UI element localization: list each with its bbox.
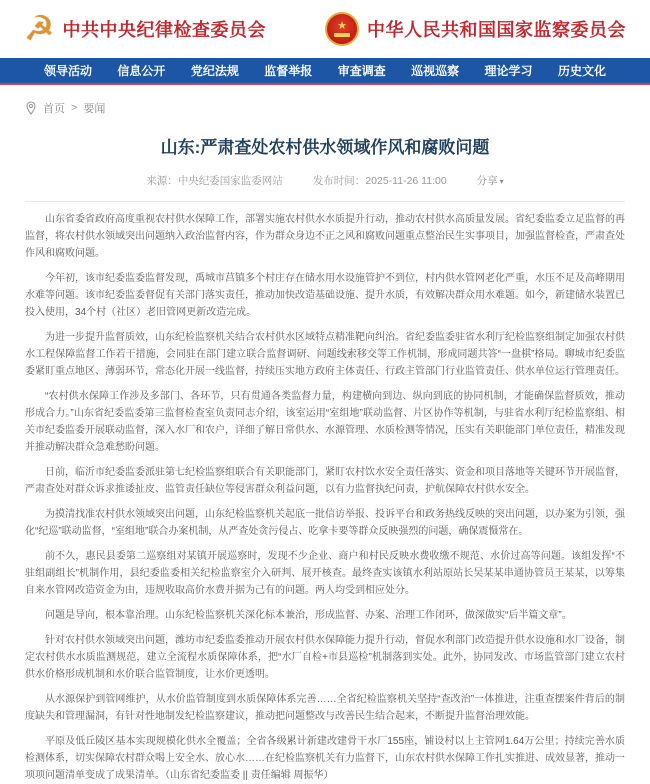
emblem-gate [334, 33, 350, 37]
emblem-star: ★ [337, 20, 347, 32]
breadcrumb-home-link[interactable]: 首页 [43, 103, 65, 115]
article-paragraph: 从水源保护到管网维护，从水价监管制度到水质保障体系完善……全省纪检监察机关坚持“查改治”一体推进，注重查摆案件背后的制度缺失和管理漏洞，有针对性地制发纪检监察建议，推动把问题整改与改善民生结合起来，不断提升监督治理效能。 [25, 693, 625, 722]
nav-item[interactable]: 领导活动 [44, 64, 93, 78]
publish-label: 发布时间： [312, 174, 366, 187]
article-title: 山东:严肃查处农村供水领域作风和腐败问题 [160, 138, 490, 157]
nav-item[interactable]: 党纪法规 [190, 64, 239, 78]
nav-item[interactable]: 历史文化 [557, 64, 606, 78]
nsc-org-title: 中华人民共和国国家监察委员会 [367, 20, 626, 40]
site-header [0, 0, 650, 58]
article-paragraph: 问题是导向，根本靠治理。山东纪检监察机关深化标本兼治，形成监督、办案、治理工作闭环，做深做实“后半篇文章”。 [45, 609, 572, 621]
article-paragraph: 为进一步提升监督质效，山东纪检监察机关结合农村供水区域特点精准靶向纠治。省纪委监委驻省水利厅纪检监察组制定加强农村供水工程保障监督工作若干措施，会同驻在部门建立联合监督调研、问题线索移交等工作机制，形成同题共答“一盘棋”格局。聊城市纪委监委紧盯重点地区、薄弱环节，常态化开展一线监督，持续压实地方政府主体责任、行政主管部门行业监管责任、供水单位运行管理责任。 [25, 331, 625, 377]
main-nav [0, 58, 650, 83]
article-paragraph: 为摸清找准农村供水领域突出问题，山东纪检监察机关起底一批信访举报、投诉平台和政务热线反映的突出问题，以办案为引领，强化“纪巡”联动监督，“室组地”联合办案机制，从严查处贪污侵占、吃拿卡要等群众反映强烈的问题，确保震慑常在。 [25, 508, 625, 537]
article-source [146, 173, 283, 188]
article-paragraph: 针对农村供水领域突出问题，潍坊市纪委监委推动开展农村供水保障能力提升行动，督促水利部门改造提升供水设施和水厂设备，制定农村供水水质监测规范，建立全流程水质保障体系，把“水厂自检+市县巡检”机制落到实处。此外，协同发改、市场监管部门建立农村供水价格形成机制和水价联合监管制度，让水价更透明。 [25, 634, 625, 680]
article-paragraph: 今年初，该市纪委监委监督发现，禹城市莒镇多个村庄存在储水用水设施管护不到位，村内供水管网老化严重，水压不足及高峰期用水难等问题。该市纪委监委督促有关部门落实责任，推动加快改造基础设施、提升水质，有效解决群众用水难题。如今，新建储水装置已投入使用，34个村（社区）老旧管网更新改造完成。 [25, 272, 625, 318]
article-paragraph: 日前，临沂市纪委监委派驻第七纪检监察组联合有关职能部门，紧盯农村饮水安全责任落实、资金和项目落地等关键环节开展监督，严肃查处对群众诉求推诿扯皮、监管责任缺位等侵害群众利益问题，以有力监督执纪问责，护航保障农村供水安全。 [25, 466, 625, 495]
publish-value: 2025-11-26 11:00 [365, 174, 447, 187]
nav-item[interactable]: 监督举报 [264, 64, 313, 78]
source-label: 来源： [146, 174, 178, 187]
nav-item[interactable]: 信息公开 [117, 64, 166, 78]
ccdi-org-title: 中共中央纪律检查委员会 [62, 20, 266, 40]
article-paragraph: 平原及低丘陵区基本实现规模化供水全覆盖；全省各级累计新建改建骨干水厂155座，铺设村以上主管网1.64万公里；持续完善水质检测体系，切实保障农村群众喝上安全水、放心水……在纪检监察机关有力监督下，山东农村供水保障工作扎实推进、成效显著，推动一项项问题清单变成了成果清单。（山东省纪委监委 || 责任编辑 周振华） [25, 735, 625, 781]
nav-item[interactable]: 巡视巡察 [411, 64, 460, 78]
nsc-logo-group[interactable] [325, 12, 626, 46]
national-emblem-icon [325, 12, 359, 46]
article-paragraph: 前不久，惠民县委第二巡察组对某镇开展巡察时，发现不少企业、商户和村民反映水费收缴不规范、水价过高等问题。该组发挥“不驻组副组长”机制作用，县纪委监委相关纪检监察室介入研判、展开核查。最终查实该镇水利站原站长吴某某串通协管员王某某，以筹集自来水管网改造资金为由，违规收取高价水费并据为己有的问题。两人均受到相应处分。 [25, 550, 625, 596]
article-publish-time [313, 173, 447, 188]
content-area [0, 100, 650, 784]
party-emblem-icon: ☭ [24, 10, 55, 48]
article-paragraph: “农村供水保障工作涉及多部门、各环节，只有贯通各类监督力量，构建横向到边、纵向到底的协同机制，才能确保监督质效，推动形成合力。”山东省纪委监委第三监督检查室负责同志介绍，该室运用“室组地”联动监督、片区协作等机制，与驻省水利厅纪检监察组、相关市纪委监委开展联动监督，深入水厂和农户，详细了解日常供水、水源管理、水质检测等情况，压实有关职能部门单位责任，精准发现并推动解决群众急难愁盼问题。 [25, 390, 625, 453]
breadcrumb-current-link[interactable]: 要闻 [83, 103, 106, 115]
article-meta [25, 173, 625, 188]
location-pin-icon [25, 101, 37, 115]
article-body [25, 202, 625, 784]
share-label: 分享 [476, 174, 498, 187]
source-value: 中央纪委国家监委网站 [177, 174, 283, 187]
nav-red-divider [0, 83, 650, 85]
breadcrumb [25, 100, 625, 116]
share-button[interactable] [477, 173, 504, 188]
breadcrumb-separator: > [71, 102, 78, 114]
ccdi-logo-group[interactable] [24, 12, 266, 46]
share-caret-icon: ▾ [499, 176, 504, 186]
nav-item[interactable]: 审查调查 [337, 64, 386, 78]
nav-item[interactable]: 理论学习 [484, 64, 533, 78]
article-paragraph: 山东省委省政府高度重视农村供水保障工作，部署实施农村供水水质提升行动，推动农村供水高质量发展。省纪委监委立足监督的再监督，将农村供水领域突出问题纳入政治监督内容，作为群众身边不正之风和腐败问题重点整治民生实事项目，加强监督检查，严肃查处作风和腐败问题。 [25, 213, 625, 259]
